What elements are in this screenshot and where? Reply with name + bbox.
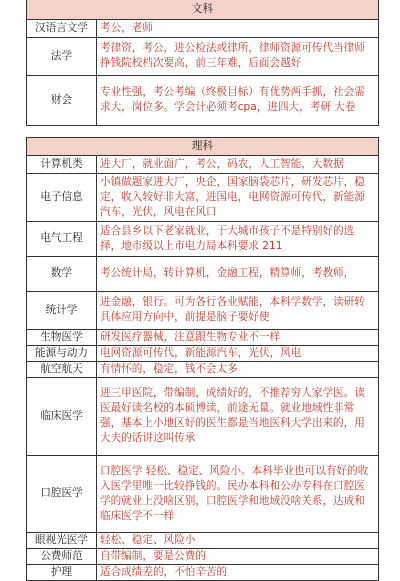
table-row (27, 37, 379, 75)
table-row (27, 345, 379, 361)
major-name: 眼视光医学 (27, 532, 97, 548)
major-name: 电子信息 (27, 173, 97, 221)
major-name: 公费师范 (27, 548, 97, 564)
major-name: 电气工程 (27, 221, 97, 256)
table-row (27, 291, 379, 329)
section-title: 理科 (27, 137, 379, 155)
major-description: 轻松、稳定、风险小 (97, 532, 379, 548)
major-name: 护理 (27, 564, 97, 580)
section-header-row (27, 137, 379, 155)
major-name: 能源与动力 (27, 345, 97, 361)
table-row (27, 455, 379, 532)
table-row (27, 361, 379, 377)
major-description: 小镇做题家进大厂，央企，国家脑袋芯片，研发芯片，稳定，收入较好非大富，进国电，电网资源可传代，新能源汽车，光伏，风电在风口 (97, 173, 379, 221)
major-description: 进大厂，就业面广，考公，码农，人工智能，大数据 (97, 155, 379, 173)
section-header-row (27, 0, 379, 19)
major-name: 汉语言文学 (27, 19, 97, 37)
major-name: 计算机类 (27, 155, 97, 173)
major-description: 有情怀的，稳定，钱不会太多 (97, 361, 379, 377)
major-description: 考律资，考公，进公检法或律所，律师资源可传代当律师挣钱院校档次要高，前三年难，后面会越好 (97, 37, 379, 75)
major-name: 统计学 (27, 291, 97, 329)
major-description: 口腔医学 轻松、稳定、风险小。本科毕业也可以有好的收入医学里唯一比较挣钱的。民办本科和公办专科在口腔医学的就业上没啥区别，口腔医学和地域没啥关系，达成和临床医学不一样 (97, 455, 379, 532)
section-gap (27, 125, 379, 137)
major-description: 研发医疗器械，注意跟生物专业不一样 (97, 329, 379, 345)
major-name: 法学 (27, 37, 97, 75)
table-row (27, 548, 379, 564)
section-title: 文科 (27, 0, 379, 19)
major-description: 考公统计局，转计算机，金融工程，精算师，考教师， (97, 256, 379, 291)
major-description: 适合县乡以下老家就业，于大城市孩子不是特别好的选择，地市级以上市电力局本科要求 211 (97, 221, 379, 256)
table-row (27, 329, 379, 345)
majors-table (26, 0, 379, 581)
table-row (27, 173, 379, 221)
major-name: 口腔医学 (27, 455, 97, 532)
major-description: 电网资源可传代，新能源汽车，光伏，风电 (97, 345, 379, 361)
major-name: 财会 (27, 75, 97, 125)
table-row (27, 19, 379, 37)
major-name: 生物医学 (27, 329, 97, 345)
major-name: 航空航天 (27, 361, 97, 377)
table-row (27, 75, 379, 125)
major-description: 考公，老师 (97, 19, 379, 37)
table-row (27, 221, 379, 256)
table-row (27, 155, 379, 173)
table-row (27, 377, 379, 455)
major-name: 数学 (27, 256, 97, 291)
major-description: 进金融，银行。可为各行各业赋能，本科学数学，读研转具体应用方向中，前提是脑子要好使 (97, 291, 379, 329)
major-name: 临床医学 (27, 377, 97, 455)
table-row (27, 256, 379, 291)
major-description: 进三甲医院，带编制，成绩好的，不推荐穷人家学医。读医最好读名校的本硕博读，前途无量。就业地域性非常强，基本上小地区好的医生都是当地医科大学出来的，用大夫的话讲这叫传承 (97, 377, 379, 455)
major-description: 适合成绩差的，不怕辛苦的 (97, 564, 379, 580)
table-row (27, 564, 379, 580)
major-description: 专业性强，考公考编（终极目标）有优势两手抓，社会需求大，岗位多。学会计必须考cpa，进四大，考研 大卷 (97, 75, 379, 125)
major-description: 自带编制，要是公费的 (97, 548, 379, 564)
table-row (27, 532, 379, 548)
section-gap-cell (27, 125, 379, 137)
